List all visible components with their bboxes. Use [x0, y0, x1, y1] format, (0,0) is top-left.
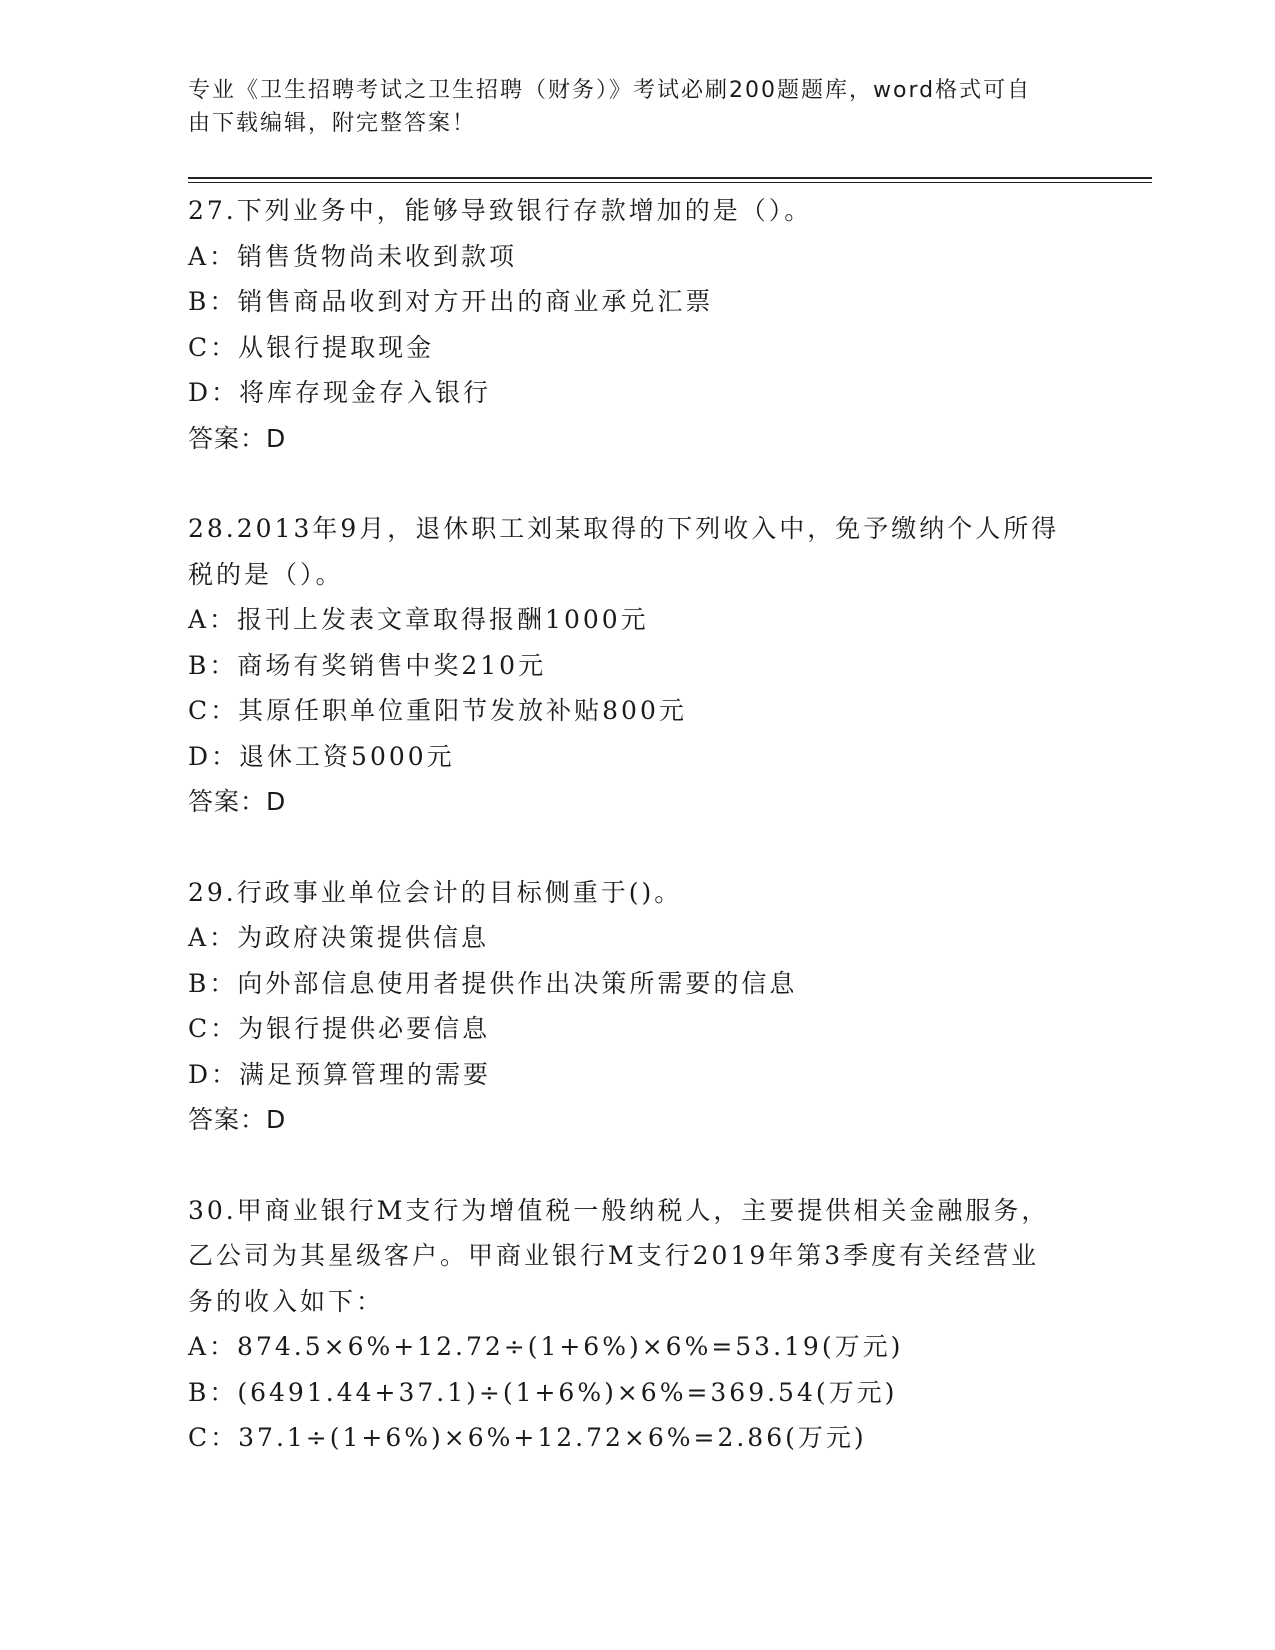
answer-label: 答案：D: [188, 1105, 287, 1134]
option-c: C：37.1÷(1+6%)×6%+12.72×6%=2.86(万元): [188, 1423, 867, 1452]
question-list: [188, 188, 1088, 1461]
question-stem: 28.2013年9月，退休职工刘某取得的下列收入中，免予缴纳个人所得: [188, 514, 1060, 543]
question-stem: 30.甲商业银行M支行为增值税一般纳税人，主要提供相关金融服务，: [188, 1195, 1050, 1225]
question-29: [188, 870, 1088, 1143]
document-header: [188, 74, 1068, 140]
option-b: B：商场有奖销售中奖210元: [188, 650, 547, 680]
option-b: B：向外部信息使用者提供作出决策所需要的信息: [188, 968, 798, 998]
question-spacer: [188, 1143, 1088, 1188]
option-d: D：满足预算管理的需要: [188, 1059, 492, 1089]
header-divider-thin: [188, 182, 1152, 183]
question-stem: 29.行政事业单位会计的目标侧重于()。: [188, 877, 683, 907]
question-30: [188, 1188, 1088, 1461]
question-stem-continued: 务的收入如下：: [188, 1286, 385, 1316]
option-a: A：报刊上发表文章取得报酬1000元: [188, 605, 649, 634]
header-divider-thick: [188, 177, 1152, 179]
question-spacer: [188, 825, 1088, 870]
option-a: A：874.5×6%+12.72÷(1+6%)×6%=53.19(万元): [188, 1332, 904, 1361]
header-line-2: 由下载编辑，附完整答案！: [188, 111, 477, 136]
question-stem-continued: 税的是（）。: [188, 559, 344, 589]
option-c: C：为银行提供必要信息: [188, 1014, 491, 1043]
header-line-1: 专业《卫生招聘考试之卫生招聘（财务）》考试必刷200题题库，word格式可自: [188, 78, 1032, 103]
option-d: D：退休工资5000元: [188, 741, 455, 771]
option-c: C：其原任职单位重阳节发放补贴800元: [188, 696, 687, 725]
answer-label: 答案：D: [188, 423, 287, 453]
option-b: B：(6491.44+37.1)÷(1+6%)×6%=369.54(万元): [188, 1377, 898, 1407]
option-a: A：销售货物尚未收到款项: [188, 241, 518, 271]
question-28: [188, 506, 1088, 825]
question-27: [188, 188, 1088, 461]
answer-label: 答案：D: [188, 787, 287, 816]
question-stem-continued: 乙公司为其星级客户。甲商业银行M支行2019年第3季度有关经营业: [188, 1241, 1040, 1270]
question-spacer: [188, 461, 1088, 506]
question-stem: 27.下列业务中，能够导致银行存款增加的是（）。: [188, 196, 813, 225]
option-a: A：为政府决策提供信息: [188, 923, 490, 952]
option-d: D：将库存现金存入银行: [188, 378, 492, 407]
option-c: C：从银行提取现金: [188, 332, 435, 362]
option-b: B：销售商品收到对方开出的商业承兑汇票: [188, 287, 714, 316]
